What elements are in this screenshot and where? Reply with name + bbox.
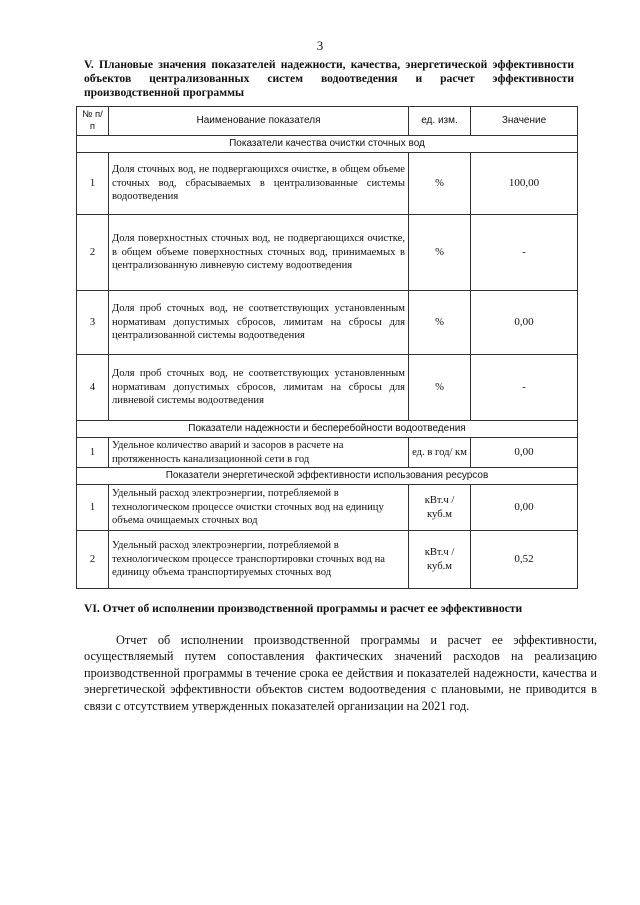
header-name: Наименование показателя [109, 107, 409, 136]
row-value: 0,00 [471, 438, 578, 468]
row-name: Доля проб сточных вод, не соответствующих установленным нормативам допустимых сбросов, лимитам на сбросы для централизованной системы водоотведения [109, 291, 409, 355]
group-row-reliability [77, 421, 578, 438]
group-title: Показатели надежности и бесперебойности водоотведения [77, 421, 578, 438]
row-num: 1 [77, 485, 109, 531]
table-row [77, 438, 578, 468]
group-title: Показатели энергетической эффективности использования ресурсов [77, 468, 578, 485]
row-num: 3 [77, 291, 109, 355]
section-5-title: V. Плановые значения показателей надежности, качества, энергетической эффективности объектов централизованных систем водоотведения и расчет эффективности производственной программы [84, 58, 574, 99]
row-value: - [471, 355, 578, 421]
section-6-paragraph: Отчет об исполнении производственной программы и расчет ее эффективности, осуществляемый путем сопоставления фактических значений расходов на реализацию производственной программы в течение срока ее действия и показателей надежности, качества и энергетической эффективности объектов систем водоотведения с плановыми, не приводится в связи с отсутствием утвержденных показателей организации на 2021 год. [84, 633, 597, 713]
table-row [77, 291, 578, 355]
header-num: № п/п [77, 107, 109, 136]
row-num: 4 [77, 355, 109, 421]
table-row [77, 215, 578, 291]
row-name: Удельное количество аварий и засоров в расчете на протяженность канализационной сети в год [109, 438, 409, 468]
table-row [77, 153, 578, 215]
row-value: 0,00 [471, 485, 578, 531]
row-unit: % [409, 153, 471, 215]
row-num: 2 [77, 215, 109, 291]
section-6-title: VI. Отчет об исполнении производственной программы и расчет ее эффективности [84, 602, 523, 615]
row-unit: кВт.ч / куб.м [409, 485, 471, 531]
row-name: Удельный расход электроэнергии, потребляемой в технологическом процессе транспортировки сточных вод на единицу объема транспортируемых сточных вод [109, 531, 409, 589]
page-number: 3 [316, 38, 324, 53]
group-row-energy [77, 468, 578, 485]
row-unit: % [409, 355, 471, 421]
group-title: Показатели качества очистки сточных вод [77, 136, 578, 153]
row-name: Доля поверхностных сточных вод, не подвергающихся очистке, в общем объеме поверхностных сточных вод, принимаемых в централизованную ливневую систему водоотведения [109, 215, 409, 291]
row-unit: % [409, 291, 471, 355]
row-unit: кВт.ч / куб.м [409, 531, 471, 589]
row-unit: % [409, 215, 471, 291]
table-row [77, 355, 578, 421]
row-value: - [471, 215, 578, 291]
row-value: 100,00 [471, 153, 578, 215]
group-row-quality [77, 136, 578, 153]
row-name: Доля сточных вод, не подвергающихся очистке, в общем объеме сточных вод, сбрасываемых в централизованные системы водоотведения [109, 153, 409, 215]
row-num: 1 [77, 153, 109, 215]
header-value: Значение [471, 107, 578, 136]
row-name: Доля проб сточных вод, не соответствующих установленным нормативам допустимых сбросов, лимитам на сбросы для ливневой системы водоотведения [109, 355, 409, 421]
row-value: 0,00 [471, 291, 578, 355]
row-num: 2 [77, 531, 109, 589]
row-name: Удельный расход электроэнергии, потребляемой в технологическом процессе очистки сточных вод на единицу объема очищаемых сточных вод [109, 485, 409, 531]
table-row [77, 531, 578, 589]
row-num: 1 [77, 438, 109, 468]
header-unit: ед. изм. [409, 107, 471, 136]
indicators-table [76, 106, 578, 589]
row-unit: ед. в год/ км [409, 438, 471, 468]
table-row [77, 485, 578, 531]
table-header-row [77, 107, 578, 136]
row-value: 0,52 [471, 531, 578, 589]
